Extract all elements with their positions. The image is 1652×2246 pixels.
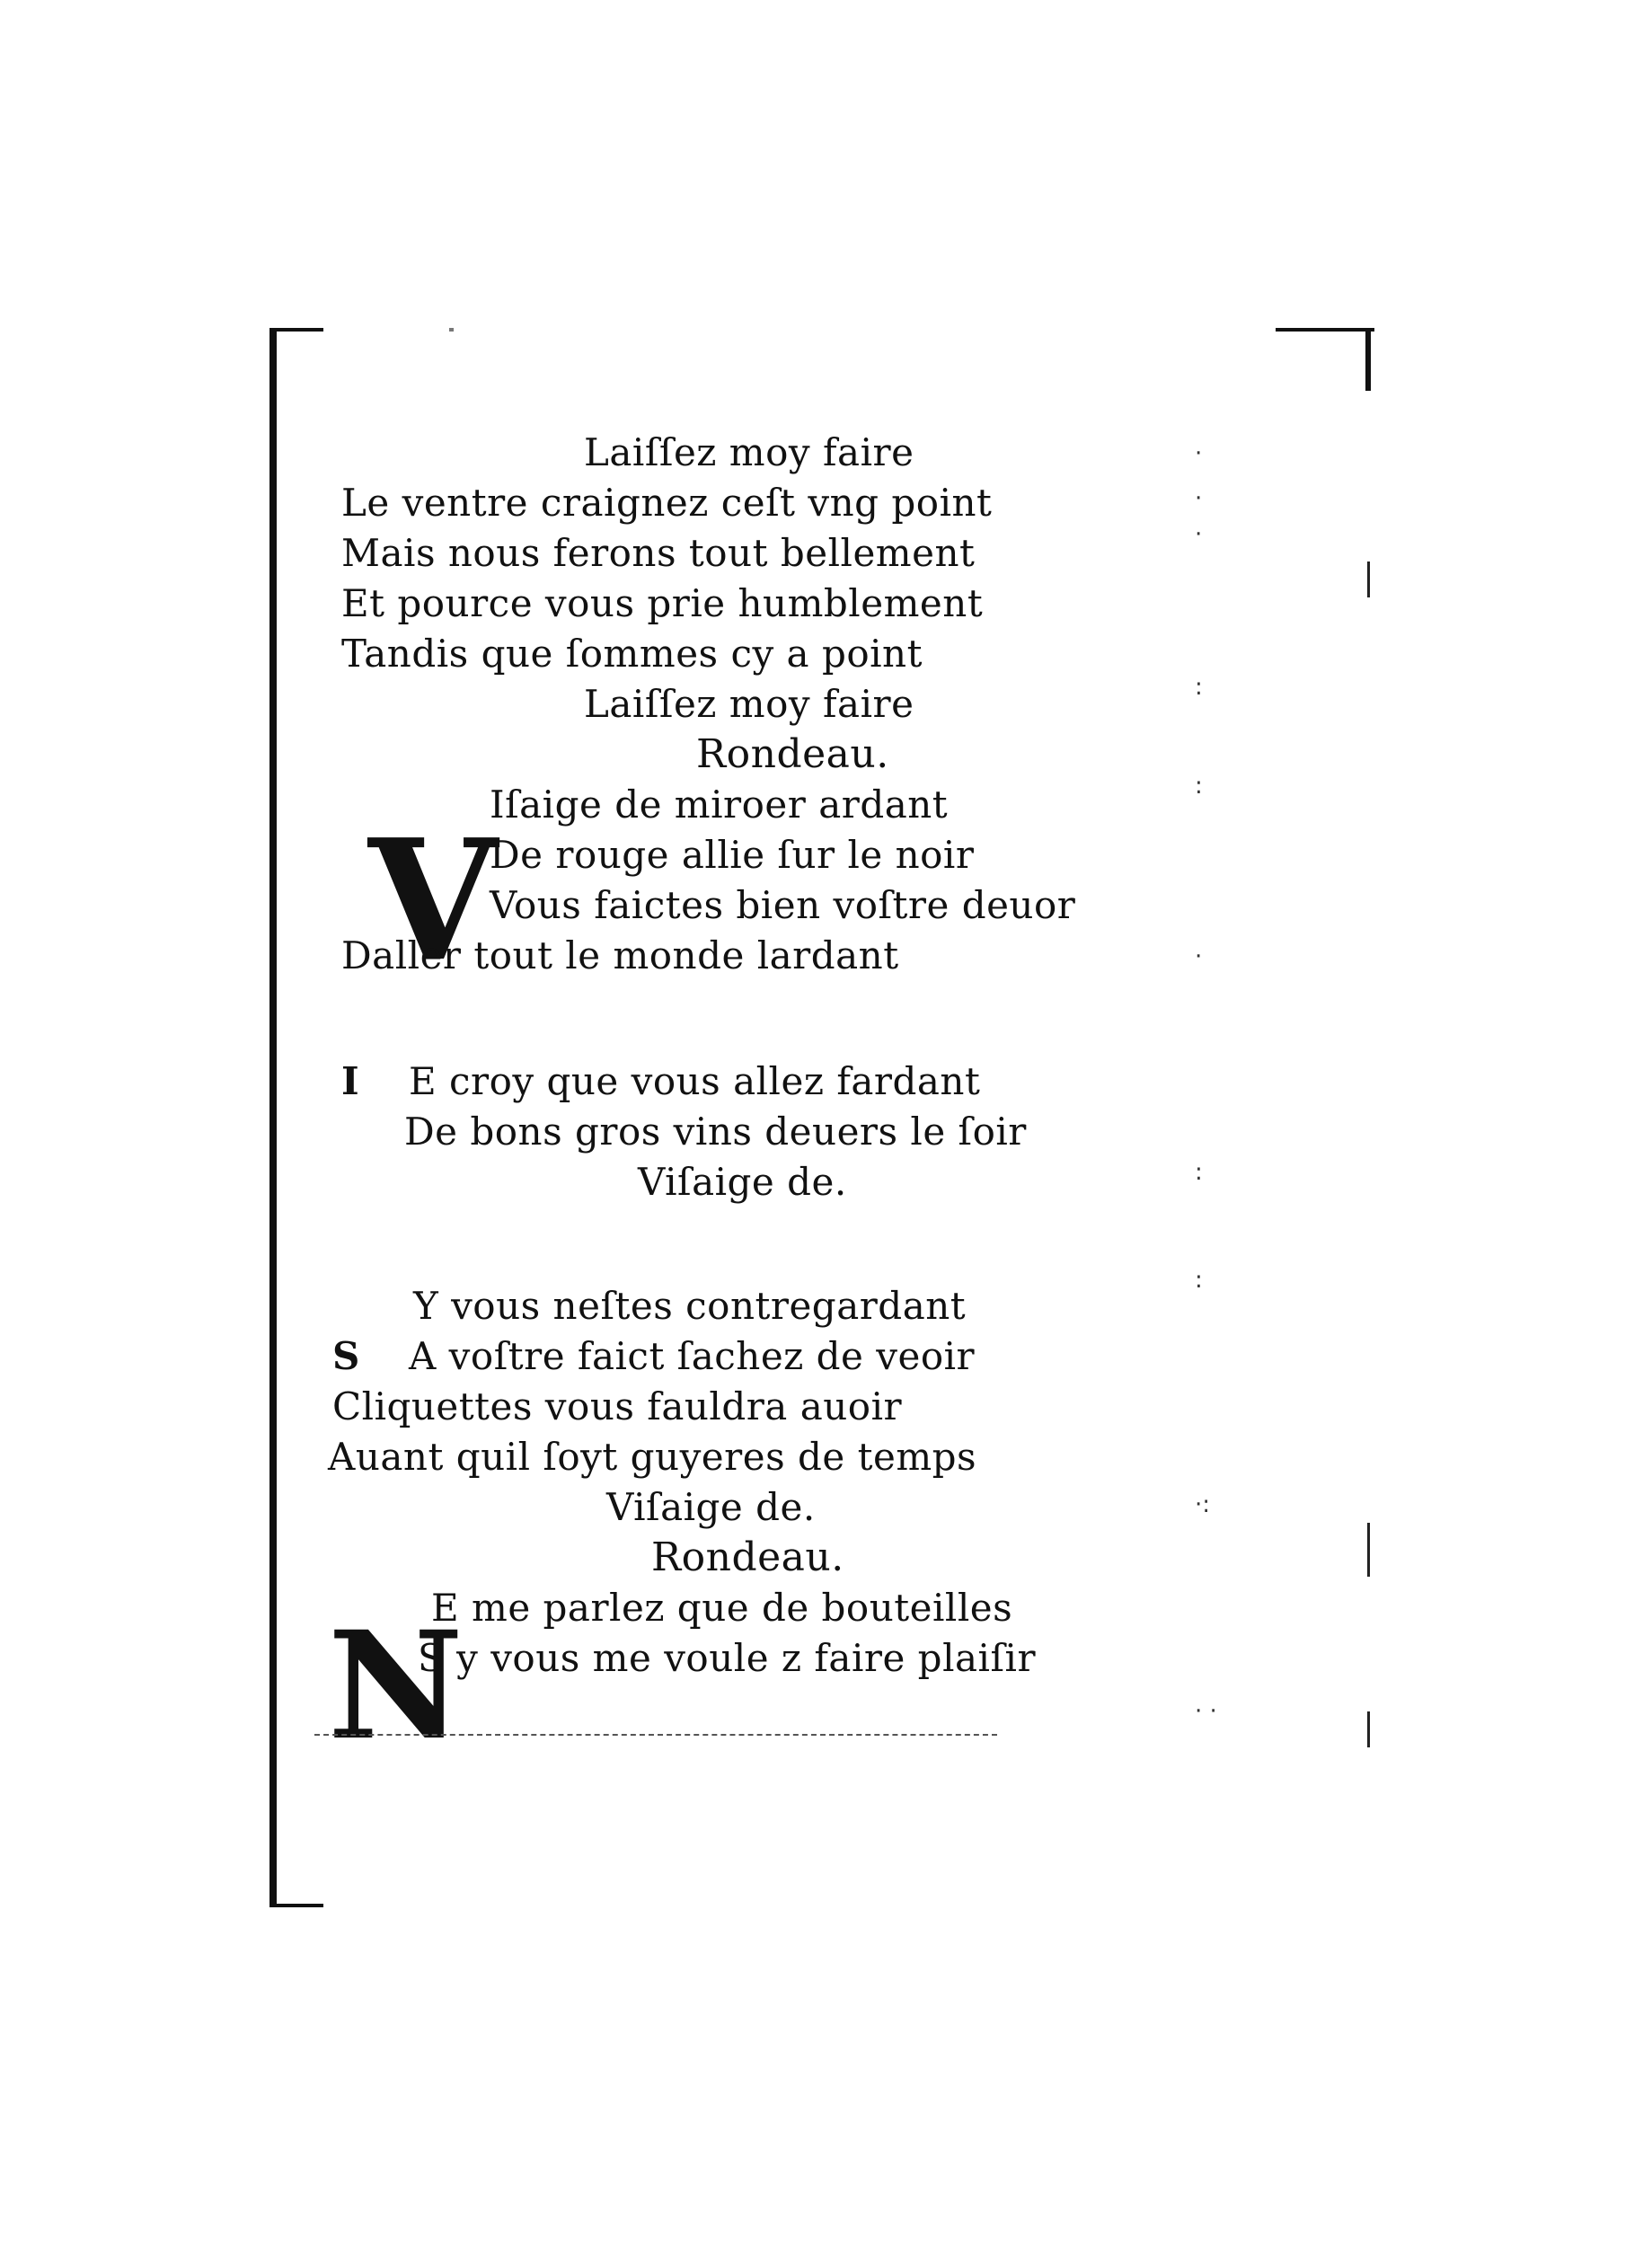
text-line: Cliquettes vous fauldra auoir [332, 1384, 903, 1428]
text-line: Y vous neſtes contregardant [413, 1284, 967, 1328]
frame-right-dash [1367, 1523, 1370, 1577]
margin-marks: · · · : : · : : ·: · · [1195, 440, 1217, 1725]
text-line: A voſtre faict ſachez de veoir [409, 1334, 976, 1378]
text-line: Mais nous ferons tout bellement [341, 531, 976, 575]
text-line: De bons gros vins deuers le ſoir [404, 1110, 1027, 1154]
text-line: Laiſſez moy faire [584, 430, 914, 474]
section-heading: Rondeau. [651, 1534, 844, 1580]
text-line: Iſaige de miroer ardant [490, 783, 949, 827]
text-line: Et pource vous prie humblement [341, 581, 984, 625]
section-heading: Rondeau. [696, 731, 889, 777]
drop-cap-n: N [328, 1598, 464, 1773]
text-line: Le ventre craignez ceſt vng point [341, 481, 993, 525]
frame-left-rule [269, 328, 277, 1907]
text-line: S y vous me voule z faire plaiſir [418, 1636, 1037, 1680]
frame-right-dash [1367, 1711, 1370, 1747]
text-line: E croy que vous allez fardant [409, 1059, 981, 1103]
line-initial: I [341, 1059, 360, 1103]
text-line: Viſaige de. [638, 1160, 847, 1204]
line-initial: S [332, 1334, 360, 1378]
frame-top-rule [269, 328, 1374, 332]
frame-top-right-rule [1365, 328, 1371, 391]
text-line: De rouge allie ſur le noir [490, 833, 975, 877]
text-line: Vous faictes bien voſtre deuor [490, 883, 1076, 927]
frame-bottom-rule [269, 1904, 323, 1907]
text-line: Tandis que ſommes cy a point [341, 632, 923, 676]
text-line: Laiſſez moy faire [584, 682, 914, 726]
text-line: Auant quil ſoyt guyeres de temps [328, 1435, 977, 1479]
bottom-dotted-rule [314, 1734, 997, 1739]
text-line: Daller tout le monde lardant [341, 933, 899, 977]
text-line: Viſaige de. [606, 1485, 816, 1529]
drop-cap-v: V [368, 802, 498, 998]
text-line: E me parlez que de bouteilles [431, 1586, 1013, 1630]
frame-right-dash [1367, 562, 1370, 597]
